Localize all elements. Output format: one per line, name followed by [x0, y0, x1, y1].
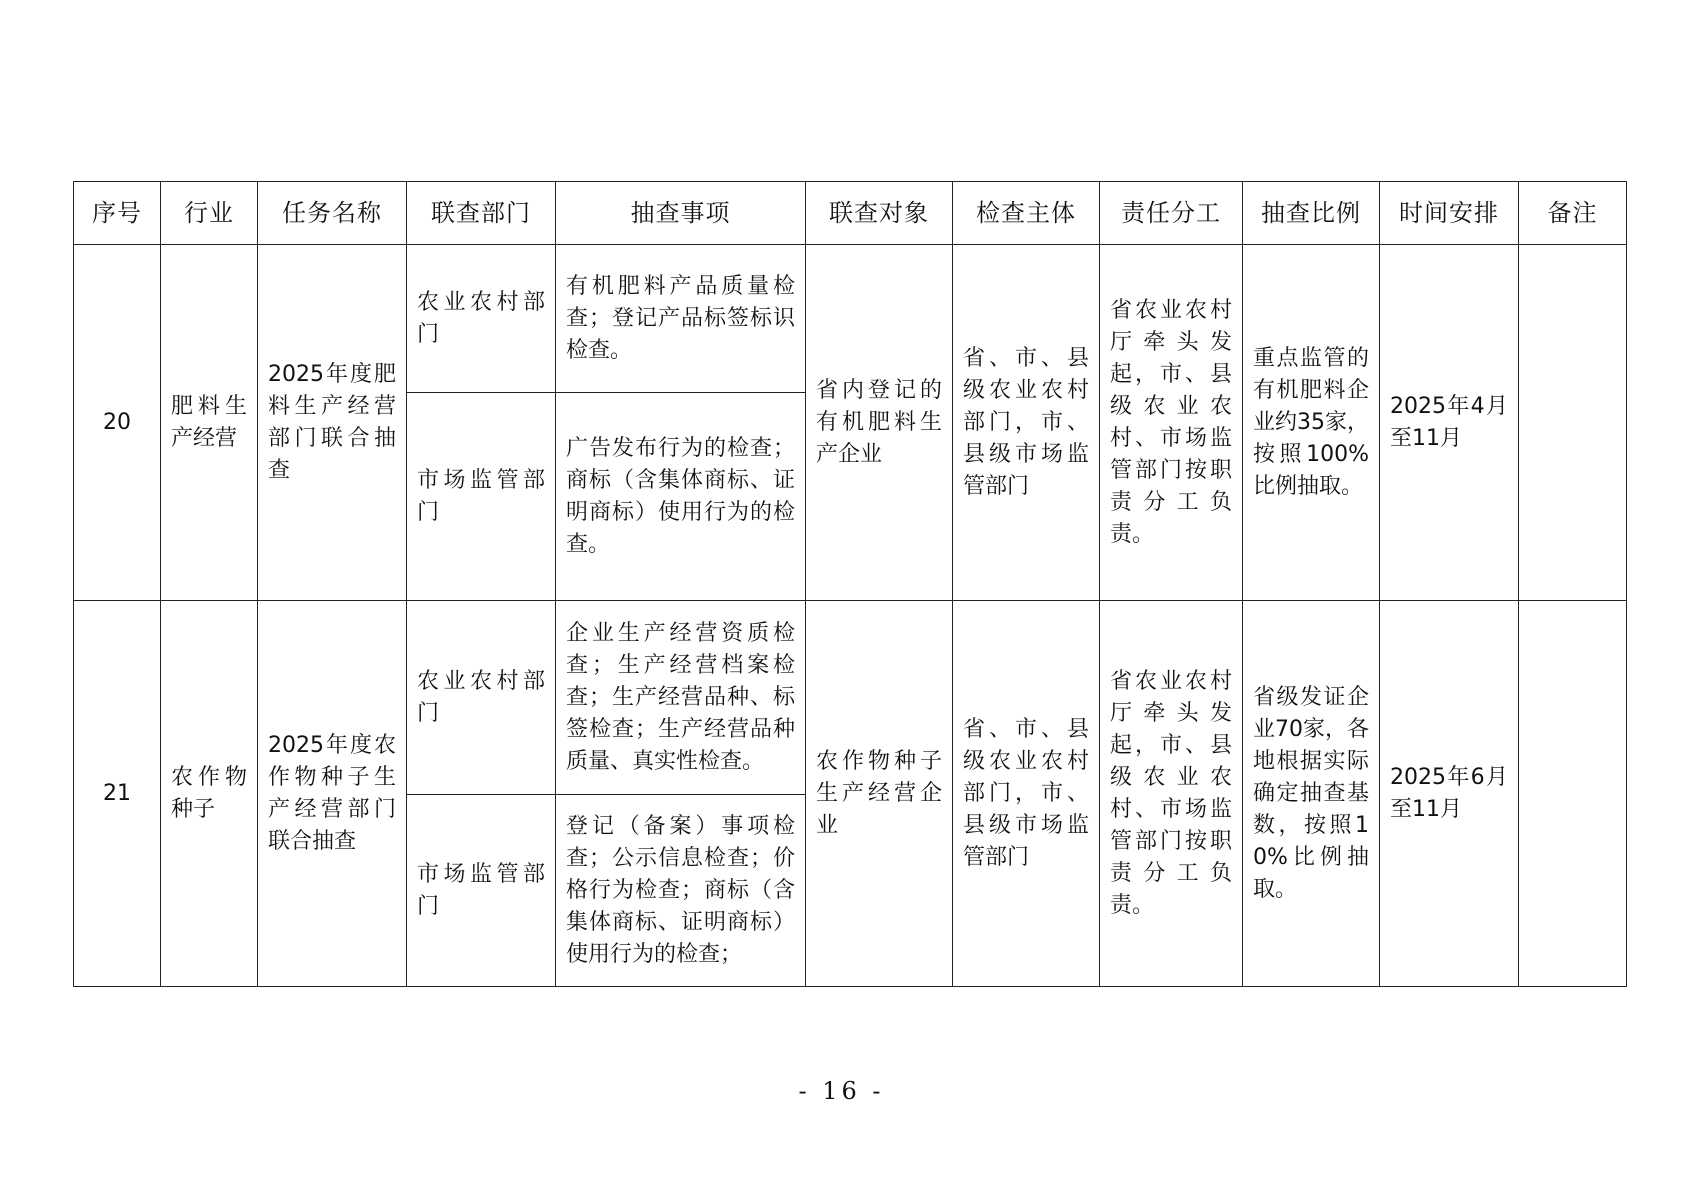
page-number: - 16 -: [798, 1077, 885, 1105]
header-remark: 备注: [1519, 182, 1627, 245]
row-schedule: 2025年4月至11月: [1380, 245, 1519, 601]
header-ratio: 抽查比例: [1243, 182, 1380, 245]
row-ratio: 省级发证企业70家，各地根据实际确定抽查基数，按照10%比例抽取。: [1243, 601, 1380, 987]
row-target: 省内登记的有机肥料生产企业: [806, 245, 953, 601]
row-remark: [1519, 601, 1627, 987]
row-ratio: 重点监管的有机肥料企业约35家，按照100%比例抽取。: [1243, 245, 1380, 601]
row-industry: 肥料生产经营: [161, 245, 258, 601]
row-industry: 农作物种子: [161, 601, 258, 987]
row-task-name: 2025年度肥料生产经营部门联合抽查: [258, 245, 407, 601]
row-department: 农业农村部门: [407, 601, 556, 795]
row-remark: [1519, 245, 1627, 601]
header-subject: 检查主体: [953, 182, 1100, 245]
header-industry: 行业: [161, 182, 258, 245]
row-seq: 20: [74, 245, 161, 601]
row-target: 农作物种子生产经营企业: [806, 601, 953, 987]
row-inspection-items: 登记（备案）事项检查；公示信息检查；价格行为检查；商标（含集体商标、证明商标）使用行为的检查；: [556, 795, 806, 987]
row-seq: 21: [74, 601, 161, 987]
row-inspection-items: 企业生产经营资质检查；生产经营档案检查；生产经营品种、标签检查；生产经营品种质量、真实性检查。: [556, 601, 806, 795]
row-department: 农业农村部门: [407, 245, 556, 393]
row-schedule: 2025年6月至11月: [1380, 601, 1519, 987]
header-task-name: 任务名称: [258, 182, 407, 245]
inspection-task-table: [73, 181, 1627, 987]
row-duty: 省农业农村厅牵头发起，市、县级农业农村、市场监管部门按职责分工负责。: [1100, 601, 1243, 987]
table-header-row: [74, 182, 1627, 245]
row-task-name: 2025年度农作物种子生产经营部门联合抽查: [258, 601, 407, 987]
header-schedule: 时间安排: [1380, 182, 1519, 245]
row-subject: 省、市、县级农业农村部门，市、县级市场监管部门: [953, 601, 1100, 987]
table-row: [74, 601, 1627, 795]
table-row: [74, 245, 1627, 393]
header-target: 联查对象: [806, 182, 953, 245]
row-department: 市场监管部门: [407, 393, 556, 601]
header-inspection-items: 抽查事项: [556, 182, 806, 245]
row-inspection-items: 广告发布行为的检查；商标（含集体商标、证明商标）使用行为的检查。: [556, 393, 806, 601]
header-seq: 序号: [74, 182, 161, 245]
row-inspection-items: 有机肥料产品质量检查；登记产品标签标识检查。: [556, 245, 806, 393]
header-duty: 责任分工: [1100, 182, 1243, 245]
row-department: 市场监管部门: [407, 795, 556, 987]
row-duty: 省农业农村厅牵头发起，市、县级农业农村、市场监管部门按职责分工负责。: [1100, 245, 1243, 601]
header-department: 联查部门: [407, 182, 556, 245]
row-subject: 省、市、县级农业农村部门，市、县级市场监管部门: [953, 245, 1100, 601]
